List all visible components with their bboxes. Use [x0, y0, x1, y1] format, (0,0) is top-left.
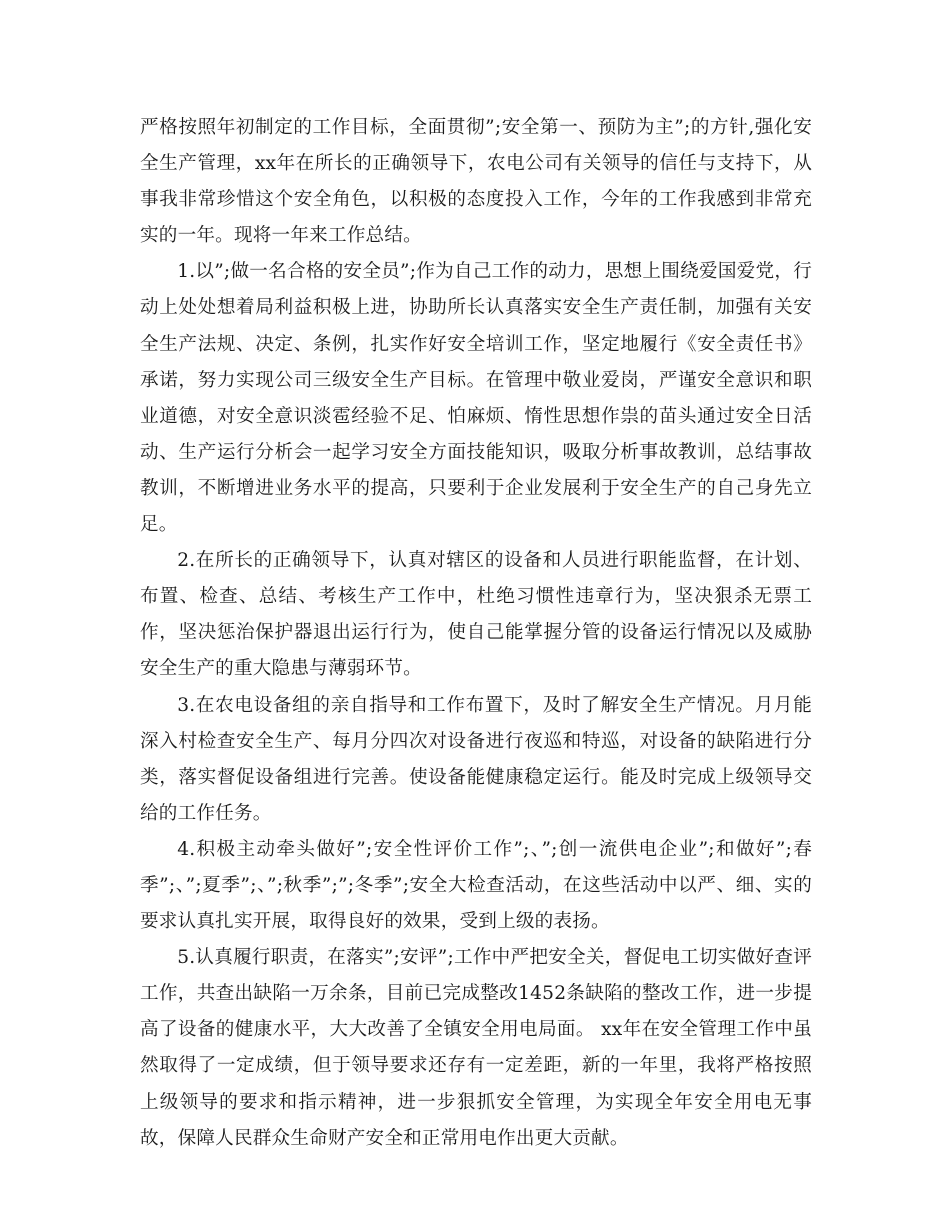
- paragraph-item-2: 2.在所长的正确领导下，认真对辖区的设备和人员进行职能监督，在计划、布置、检查、总结、考核生产工作中，杜绝习惯性违章行为，坚决狠杀无票工作，坚决惩治保护器退出运行行为，使自己能掌握分管的设备运行情况以及威胁安全生产的重大隐患与薄弱环节。: [140, 550, 812, 680]
- paragraph-item-3: 3.在农电设备组的亲自指导和工作布置下，及时了解安全生产情况。月月能深入村检查安全生产、每月分四次对设备进行夜巡和特巡，对设备的缺陷进行分类，落实督促设备组进行完善。使设备能健康稳定运行。能及时完成上级领导交给的工作任务。: [140, 694, 812, 824]
- paragraph-item-5: 5.认真履行职责，在落实”;安评”;工作中严把安全关，督促电工切实做好查评工作，共查出缺陷一万余条，目前已完成整改1452条缺陷的整改工作，进一步提高了设备的健康水平，大大改善了全镇安全用电局面。 xx年在安全管理工作中虽然取得了一定成绩，但于领导要求还存有一定差距，新的一年里，我将严格按照上级领导的要求和指示精神，进一步狠抓安全管理，为实现全年安全用电无事故，保障人民群众生命财产安全和正常用电作出更大贡献。: [140, 947, 812, 1149]
- paragraph-item-1: 1.以”;做一名合格的安全员”;作为自己工作的动力，思想上围绕爱国爱党，行动上处处想着局利益积极上进，协助所长认真落实安全生产责任制，加强有关安全生产法规、决定、条例，扎实作好安全培训工作，坚定地履行《安全责任书》承诺，努力实现公司三级安全生产目标。在管理中敬业爱岗，严谨安全意识和职业道德，对安全意识淡雹经验不足、怕麻烦、惰性思想作祟的苗头通过安全日活动、生产运行分析会一起学习安全方面技能知识，吸取分析事故教训，总结事故教训，不断增进业务水平的提高，只要利于企业发展利于安全生产的自己身先立足。: [140, 261, 812, 536]
- paragraph-intro: 严格按照年初制定的工作目标，全面贯彻”;安全第一、预防为主”;的方针,强化安全生产管理，xx年在所长的正确领导下，农电公司有关领导的信任与支持下，从事我非常珍惜这个安全角色，以积极的态度投入工作，今年的工作我感到非常充实的一年。现将一年来工作总结。: [140, 117, 812, 247]
- paragraph-item-4: 4.积极主动牵头做好”;安全性评价工作”;、”;创一流供电企业”;和做好”;春季”;、”;夏季”;、”;秋季”;”;冬季”;安全大检查活动，在这些活动中以严、细、实的要求认真扎实开展，取得良好的效果，受到上级的表扬。: [140, 838, 812, 933]
- document-body: [140, 110, 812, 1157]
